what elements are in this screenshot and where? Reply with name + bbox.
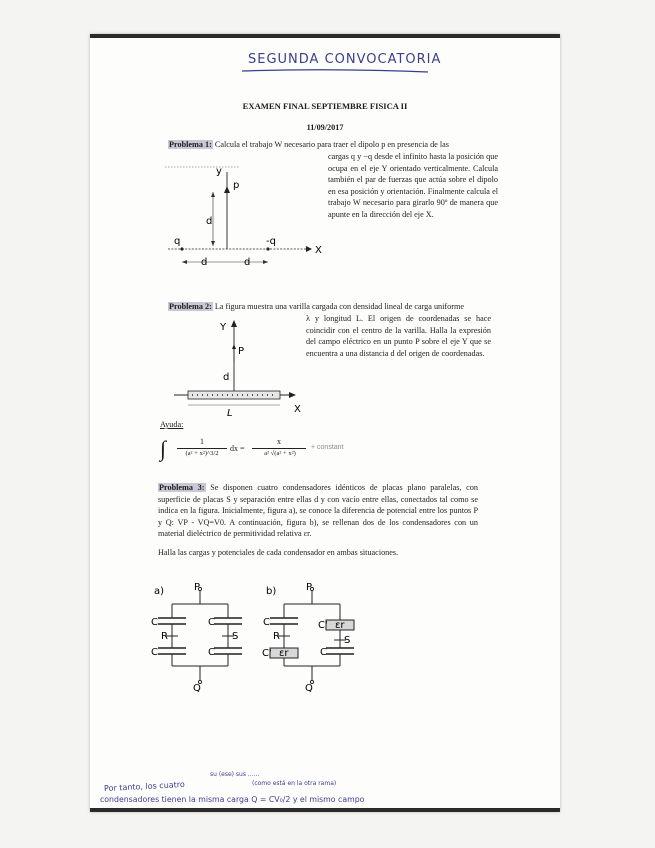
p1-label-d-left: d	[201, 257, 208, 268]
fig-a-label-p: P	[194, 582, 201, 593]
p2-label-y: Y	[220, 322, 227, 333]
problem3-figure-b	[262, 582, 367, 692]
problem1-intro	[168, 139, 498, 151]
p1-label-q: q	[174, 236, 181, 247]
title-underline	[240, 68, 430, 74]
fig-a-label-c2: C	[208, 617, 215, 628]
problem1-intro-text: Calcula el trabajo W necesario para traer el dipolo p en presencia de las	[214, 140, 449, 149]
p1-label-d-vertical: d	[206, 216, 213, 227]
p2-y-arrowhead	[231, 320, 237, 327]
fig-a-label-q: Q	[193, 683, 201, 692]
exam-date: 11/09/2017	[306, 123, 344, 132]
p1-label-y: y	[216, 166, 222, 177]
p2-rod	[188, 391, 280, 399]
problem3-text	[158, 482, 478, 540]
result-denominator: a² √(a² + x²)	[264, 450, 296, 457]
p1-dipole-arrowhead	[224, 186, 230, 193]
handwritten-note-line2: condensadores tienen la misma carga Q = CV₀/2 y el mismo campo	[100, 795, 365, 804]
problem2-intro	[168, 301, 498, 313]
fig-a-label-c4: C	[208, 647, 215, 658]
fig-a-label-s: S	[232, 631, 239, 642]
result-fraction-bar	[252, 448, 306, 449]
fig-b-label-p: P	[306, 582, 313, 593]
p2-label-l: L	[227, 408, 233, 418]
ayuda-formula	[160, 433, 400, 469]
p1-charge-minus-q	[266, 247, 269, 250]
integral-sign: ∫	[160, 436, 167, 461]
fig-b-eps-cap2: εr	[335, 620, 345, 631]
p1-d-arrow-up	[211, 192, 215, 197]
problem3-figure-a	[150, 582, 250, 692]
paper-top-edge	[90, 34, 560, 38]
fig-b-label-r: R	[273, 631, 280, 642]
problem1-text: cargas q y −q desde el infinito hasta la posición que ocupa en el eje Y orientado verticalmente. Calcula también el par de fuerzas que actúa sobre el dipolo en esa posición y orientación. Finalmente calcula el trabajo W necesario para girarlo 90º de manera que apunte en la dirección del eje X.	[328, 152, 498, 219]
paper-bottom-edge	[90, 808, 560, 812]
p1-dim-arrow-2	[263, 260, 268, 264]
p1-dim-arrow-1	[182, 260, 187, 264]
fig-b-label-c2: C'	[318, 620, 328, 631]
fig-a-label-c3: C	[151, 647, 158, 658]
problem1-label: Problema 1:	[169, 140, 212, 149]
p1-charge-q	[180, 247, 183, 250]
problem2-text: λ y longitud L. El origen de coordenadas se hace coincidir con el centro de la varilla. Halla la expresión del campo eléctrico en un punto P sobre el eje Y que se encuentra a una distancia d del origen de coordenadas.	[306, 314, 491, 358]
problem3-label: Problema 3:	[159, 483, 205, 492]
handwritten-title: SEGUNDA CONVOCATORIA	[248, 52, 442, 67]
problem2-diagram	[170, 318, 315, 418]
p2-label-x: X	[294, 404, 301, 415]
p1-label-minus-q: -q	[266, 236, 276, 247]
p1-label-x: X	[315, 245, 322, 256]
integral-dx: dx =	[230, 444, 245, 453]
handwritten-note-small-2: (como está en la otra rama)	[252, 780, 337, 787]
p2-label-d: d	[223, 372, 230, 383]
handwritten-note-small: su (ese) sus ......	[210, 771, 260, 778]
result-constant: + constant	[311, 444, 344, 451]
problem2-label: Problema 2:	[169, 302, 212, 311]
handwritten-note-line1: Por tanto, los cuatro	[103, 779, 186, 794]
fig-b-label-c1: C	[263, 617, 270, 628]
p2-label-p: P	[238, 346, 245, 357]
fig-a-label-c1: C	[151, 617, 158, 628]
fig-b-label-c3: C'	[262, 648, 272, 659]
fig-b-label-s: S	[344, 635, 351, 646]
problem2-intro-text: La figura muestra una varilla cargada con densidad lineal de carga uniforme	[214, 302, 464, 311]
fig-b-eps-cap3: εr	[279, 648, 289, 659]
fig-a-label: a)	[154, 586, 165, 597]
fig-b-label-c4: C	[320, 647, 327, 658]
p1-d-arrow-down	[211, 241, 215, 246]
problem1-diagram	[160, 158, 335, 270]
fig-b-label: b)	[266, 586, 277, 597]
p1-label-d-right: d	[244, 257, 251, 268]
fig-a-label-r: R	[161, 631, 168, 642]
p1-label-p: p	[233, 180, 240, 191]
ayuda-label: Ayuda:	[160, 420, 184, 429]
problem3-intro-text: Se disponen cuatro condensadores idénticos de placas plano paralelas, con superficie de placas S y separación entre ellas d y con vacío entre ellas, conectados tal como se indica en la figura. Inicialmente, figura a), se conoce la diferencia de potencial entre los puntos P y Q: VP - VQ=V0. A continuación, figura b), se rellenan dos de los condensadores con un material dieléctrico de permitividad relativa εr.	[158, 483, 478, 539]
p1-x-arrowhead	[306, 246, 312, 252]
p2-p-arrowhead	[232, 344, 236, 349]
p2-x-arrowhead	[289, 392, 296, 398]
integral-numerator: 1	[200, 437, 204, 446]
exam-title: EXAMEN FINAL SEPTIEMBRE FISICA II	[242, 101, 408, 111]
result-numerator: x	[277, 437, 281, 446]
fig-b-label-q: Q	[305, 683, 313, 692]
integral-fraction-bar	[177, 448, 227, 449]
integral-denominator: (a² + x²)^3/2	[185, 450, 219, 457]
problem3-task: Halla las cargas y potenciales de cada condensador en ambas situaciones.	[158, 548, 399, 557]
